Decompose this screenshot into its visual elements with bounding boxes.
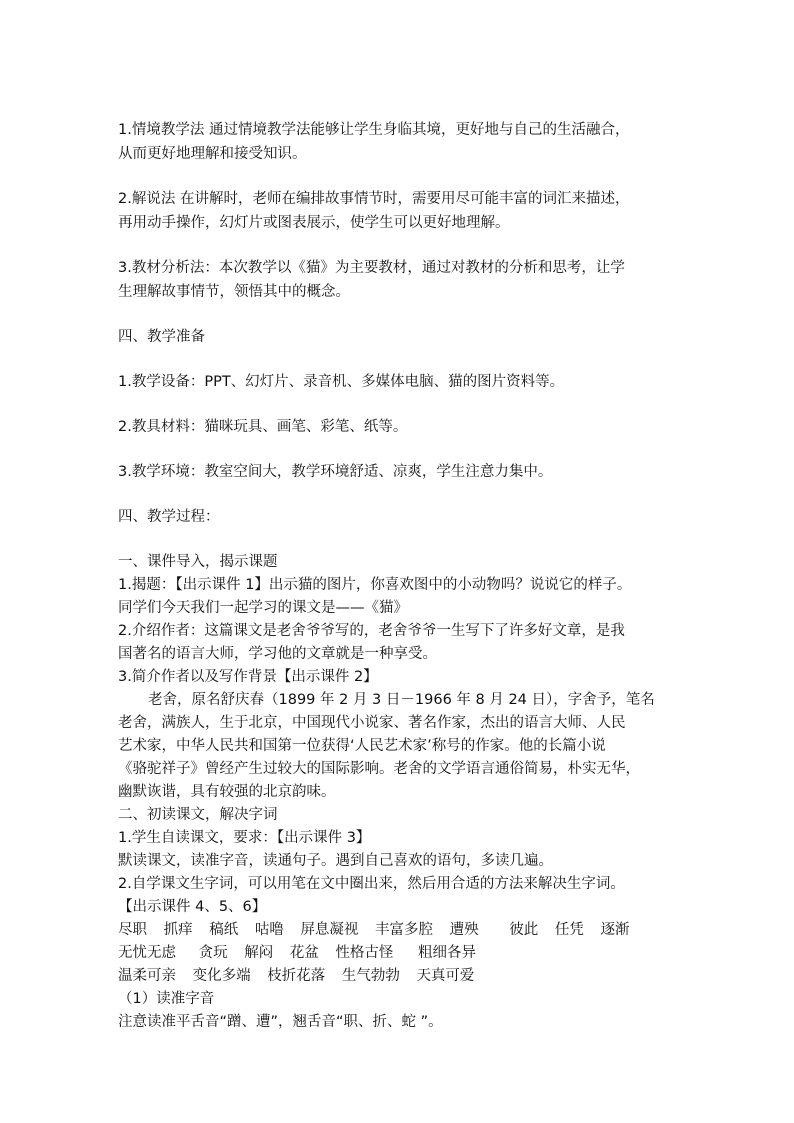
bio-line-4: 《骆驼祥子》曾经产生过较大的国际影响。老舍的文学语言通俗简易，朴实无华， [118,761,640,777]
part2-line-4: 【出示课件 4、5、6】 [118,899,267,915]
vocab-word: 粗细各异 [418,945,477,961]
vocab-word: 解闷 [244,945,274,961]
vocab-word: 花盆 [289,945,319,961]
part1-line-2: 同学们今天我们一起学习的课文是——《猫》 [118,600,408,616]
vocab-word: 枝折花落 [267,968,326,984]
vocab-word: 生气勃勃 [341,968,400,984]
method-2-line-2: 再用动手操作，幻灯片或图表展示，使学生可以更好地理解。 [118,215,510,231]
bio-line-1: 老舍，原名舒庆春（1899 年 2 月 3 日－1966 年 8 月 24 日），字舍予，笔名 [148,692,655,708]
vocab-word: 抓痒 [163,922,193,938]
vocab-word: 无忧无虑 [118,945,176,961]
method-2-line-1: 2.解说法 在讲解时，老师在编排故事情节时，需要用尽可能丰富的词汇来描述， [118,191,630,207]
vocab-word: 尽职 [118,922,147,938]
method-1-line-2: 从而更好地理解和接受知识。 [118,146,307,162]
part1-line-1: 1.揭题：【出示课件 1】出示猫的图片，你喜欢图中的小动物吗？说说它的样子。 [118,577,632,593]
prep-item-2: 2.教具材料：猫咪玩具、画笔、彩笔、纸等。 [118,419,408,435]
prep-item-1: 1.教学设备：PPT、幻灯片、录音机、多媒体电脑、猫的图片资料等。 [118,374,565,390]
part1-heading: 一、课件导入，揭示课题 [118,554,278,570]
vocab-row-2 [118,942,684,965]
vocab-row-3 [118,965,684,988]
part2-line-2: 默读课文，读准字音，读通句子。遇到自己喜欢的语句，多读几遍。 [118,853,553,869]
part2-line-1: 1.学生自读课文，要求：【出示课件 3】 [118,830,371,846]
vocab-row-1 [118,919,684,942]
method-3-line-1: 3.教材分析法：本次教学以《猫》为主要教材，通过对教材的分析和思考，让学 [118,260,625,276]
bio-line-3: 艺术家，中华人民共和国第一位获得‘人民艺术家’称号的作家。他的长篇小说 [118,738,606,754]
pronunciation-note: 注意读准平舌音“蹭、遭”，翘舌音“职、折、蛇 ”。 [118,1014,443,1030]
process-heading: 四、教学过程： [118,509,220,525]
vocab-word: 逐渐 [600,922,630,938]
vocab-word: 丰富多腔 [375,922,434,938]
vocab-word: 天真可爱 [416,968,475,984]
part1-line-4: 国著名的语言大师，学习他的文章就是一种享受。 [118,646,437,662]
part1-line-5: 3.简介作者以及写作背景【出示课件 2】 [118,669,378,685]
vocab-word: 咕噜 [254,922,284,938]
vocab-word: 变化多端 [192,968,251,984]
vocab-word: 贪玩 [198,945,228,961]
bio-line-5: 幽默诙谐，具有较强的北京韵味。 [118,784,336,800]
method-1-line-1: 1.情境教学法 通过情境教学法能够让学生身临其境，更好地与自己的生活融合， [118,122,630,138]
vocab-word: 性格古怪 [335,945,394,961]
vocab-word: 遭殃 [449,922,479,938]
vocab-word: 温柔可亲 [118,968,176,984]
vocab-word: 彼此 [509,922,539,938]
part2-line-3: 2.自学课文生字词，可以用笔在文中圈出来，然后用合适的方法来解决生字词。 [118,876,625,892]
method-3-line-2: 生理解故事情节，领悟其中的概念。 [118,284,350,300]
sub-heading-pronunciation: （1）读准字音 [118,991,215,1007]
vocab-word: 任凭 [554,922,584,938]
part2-heading: 二、初读课文，解决字词 [118,807,278,823]
bio-line-2: 老舍，满族人，生于北京，中国现代小说家、著名作家，杰出的语言大师、人民 [118,715,626,731]
prep-item-3: 3.教学环境：教室空间大，教学环境舒适、凉爽，学生注意力集中。 [118,464,553,480]
vocab-word: 稿纸 [209,922,239,938]
vocab-word: 屏息凝视 [300,922,359,938]
part1-line-3: 2.介绍作者：这篇课文是老舍爷爷写的，老舍爷爷一生写下了许多好文章，是我 [118,623,625,639]
prep-heading: 四、教学准备 [118,329,205,345]
